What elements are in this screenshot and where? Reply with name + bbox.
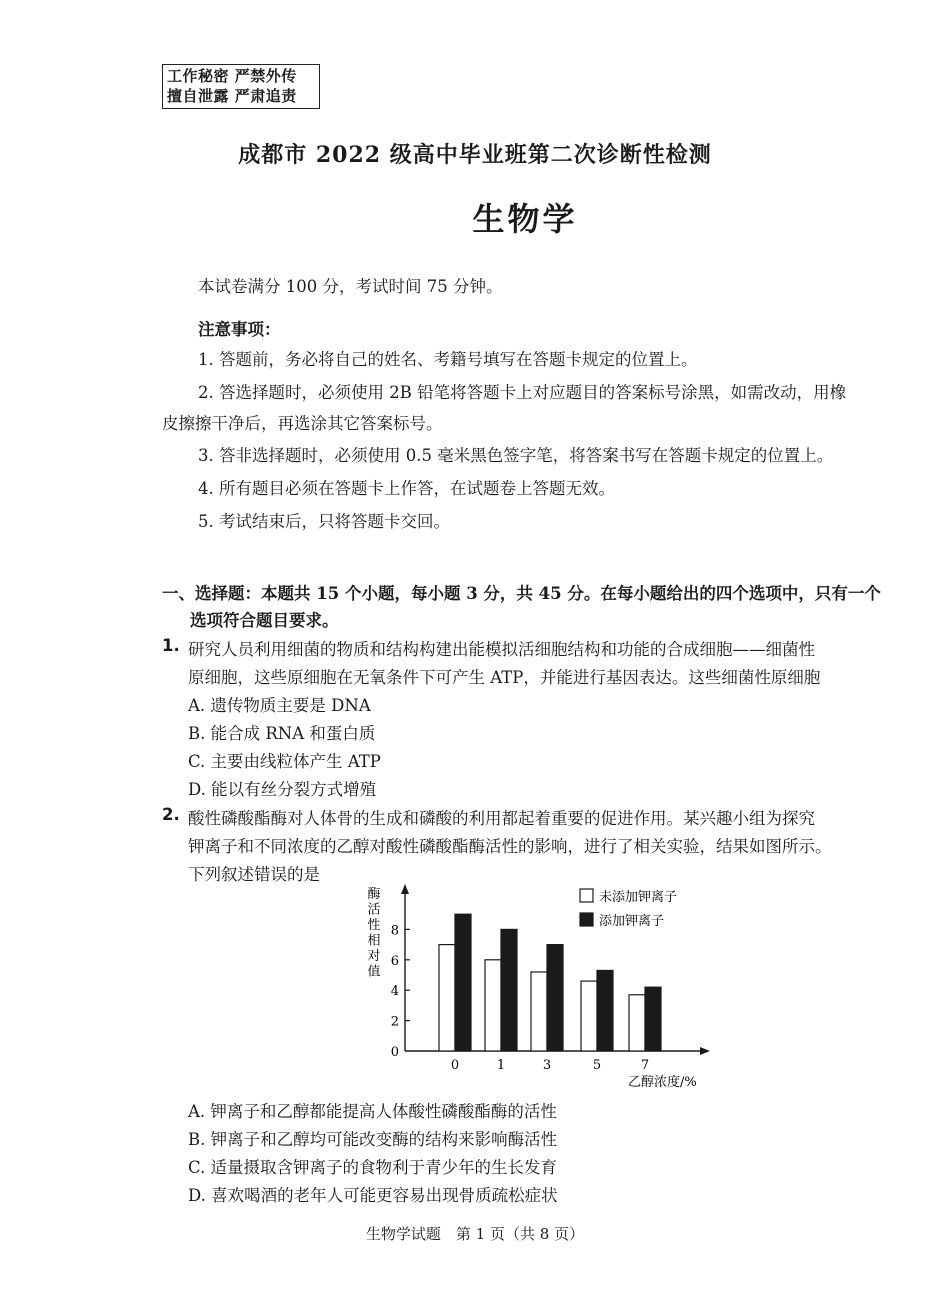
stamp-line-2: 擅自泄露 严肃追责 xyxy=(167,87,297,105)
question-2-stem-line-2: 钾离子和不同浓度的乙醇对酸性磷酸酯酶活性的影响，进行了相关实验，结果如图所示。 xyxy=(188,837,832,856)
bar-with-potassium xyxy=(501,929,517,1051)
y-axis-label-char: 性 xyxy=(367,918,381,933)
x-tick-label: 7 xyxy=(640,1058,650,1073)
question-1-option-d: D. 能以有丝分裂方式增殖 xyxy=(188,780,377,799)
question-1-number: 1. xyxy=(162,636,180,655)
x-tick-label: 3 xyxy=(542,1058,552,1073)
note-item-3: 3. 答非选择题时，必须使用 0.5 毫米黑色签字笔，将答案书写在答题卡规定的位置上。 xyxy=(198,446,834,465)
question-1-stem-line-1: 研究人员利用细菌的物质和结构构建出能模拟活细胞结构和功能的合成细胞——细菌性 xyxy=(188,640,815,659)
bar-without-potassium xyxy=(439,945,455,1051)
bar-without-potassium xyxy=(581,981,597,1051)
note-item-5: 5. 考试结束后，只将答题卡交回。 xyxy=(198,512,450,531)
section-heading-line-1: 一、选择题：本题共 15 个小题，每小题 3 分，共 45 分。在每小题给出的四个选项中，只有一个 xyxy=(162,584,881,603)
page-footer: 生物学试题 第 1 页（共 8 页） xyxy=(365,1225,585,1243)
y-tick-label: 8 xyxy=(390,923,399,939)
bar-with-potassium xyxy=(597,970,613,1051)
confidential-stamp xyxy=(162,64,320,109)
x-tick-label: 5 xyxy=(592,1058,602,1073)
x-axis-label: 乙醇浓度/% xyxy=(628,1075,697,1090)
x-tick-label: 1 xyxy=(496,1058,506,1073)
note-item-4: 4. 所有题目必须在答题卡上作答，在试题卷上答题无效。 xyxy=(198,479,615,498)
bar-without-potassium xyxy=(485,960,501,1051)
y-axis-label-char: 相 xyxy=(367,933,381,949)
y-tick-label: 4 xyxy=(390,984,399,1000)
intro-text: 本试卷满分 100 分，考试时间 75 分钟。 xyxy=(198,277,503,296)
note-item-1: 1. 答题前，务必将自己的姓名、考籍号填写在答题卡规定的位置上。 xyxy=(198,350,698,369)
bar-with-potassium xyxy=(547,945,563,1051)
question-2-option-c: C. 适量摄取含钾离子的食物利于青少年的生长发育 xyxy=(188,1158,558,1177)
x-tick-label: 0 xyxy=(450,1058,460,1073)
question-1-option-a: A. 遗传物质主要是 DNA xyxy=(188,696,371,715)
question-2-option-d: D. 喜欢喝酒的老年人可能更容易出现骨质疏松症状 xyxy=(188,1186,558,1205)
bar-with-potassium xyxy=(645,987,661,1051)
y-axis-label-char: 酶 xyxy=(367,887,381,902)
question-1-option-c: C. 主要由线粒体产生 ATP xyxy=(188,752,381,771)
legend-label: 未添加钾离子 xyxy=(599,890,678,905)
subject-title: 生物学 xyxy=(472,200,578,238)
note-item-2-line-2: 皮擦擦干净后，再选涂其它答案标号。 xyxy=(162,414,443,433)
bar-without-potassium xyxy=(531,972,547,1051)
exam-title: 成都市 2022 级高中毕业班第二次诊断性检测 xyxy=(238,142,712,168)
notes-heading: 注意事项： xyxy=(198,320,281,339)
bar-without-potassium xyxy=(629,995,645,1051)
question-2-stem-line-3: 下列叙述错误的是 xyxy=(188,865,320,884)
bar-with-potassium xyxy=(455,914,471,1051)
stamp-line-1: 工作秘密 严禁外传 xyxy=(167,67,297,85)
y-axis-arrow xyxy=(401,884,409,894)
legend-swatch xyxy=(580,913,593,926)
y-axis-label-char: 对 xyxy=(367,949,381,964)
question-2-option-b: B. 钾离子和乙醇均可能改变酶的结构来影响酶活性 xyxy=(188,1130,558,1149)
section-heading-line-2: 选项符合题目要求。 xyxy=(190,611,339,630)
legend-label: 添加钾离子 xyxy=(599,914,665,929)
y-tick-label: 2 xyxy=(390,1014,399,1030)
question-1-stem-line-2: 原细胞，这些原细胞在无氧条件下可产生 ATP，并能进行基因表达。这些细菌性原细胞 xyxy=(188,668,821,687)
question-2-stem-line-1: 酸性磷酸酯酶对人体骨的生成和磷酸的利用都起着重要的促进作用。某兴趣小组为探究 xyxy=(188,809,815,828)
note-item-2-line-1: 2. 答选择题时，必须使用 2B 铅笔将答题卡上对应题目的答案标号涂黑，如需改动，用橡 xyxy=(198,383,847,402)
enzyme-activity-chart xyxy=(350,878,730,1093)
y-tick-label: 6 xyxy=(390,953,399,969)
question-1-option-b: B. 能合成 RNA 和蛋白质 xyxy=(188,724,376,743)
y-axis-label-char: 值 xyxy=(367,964,381,980)
y-tick-label: 0 xyxy=(390,1045,399,1060)
x-axis-arrow xyxy=(700,1047,710,1055)
question-2-number: 2. xyxy=(162,805,180,824)
legend-swatch xyxy=(580,889,593,902)
y-axis-label-char: 活 xyxy=(367,902,381,918)
question-2-option-a: A. 钾离子和乙醇都能提高人体酸性磷酸酯酶的活性 xyxy=(188,1102,557,1121)
